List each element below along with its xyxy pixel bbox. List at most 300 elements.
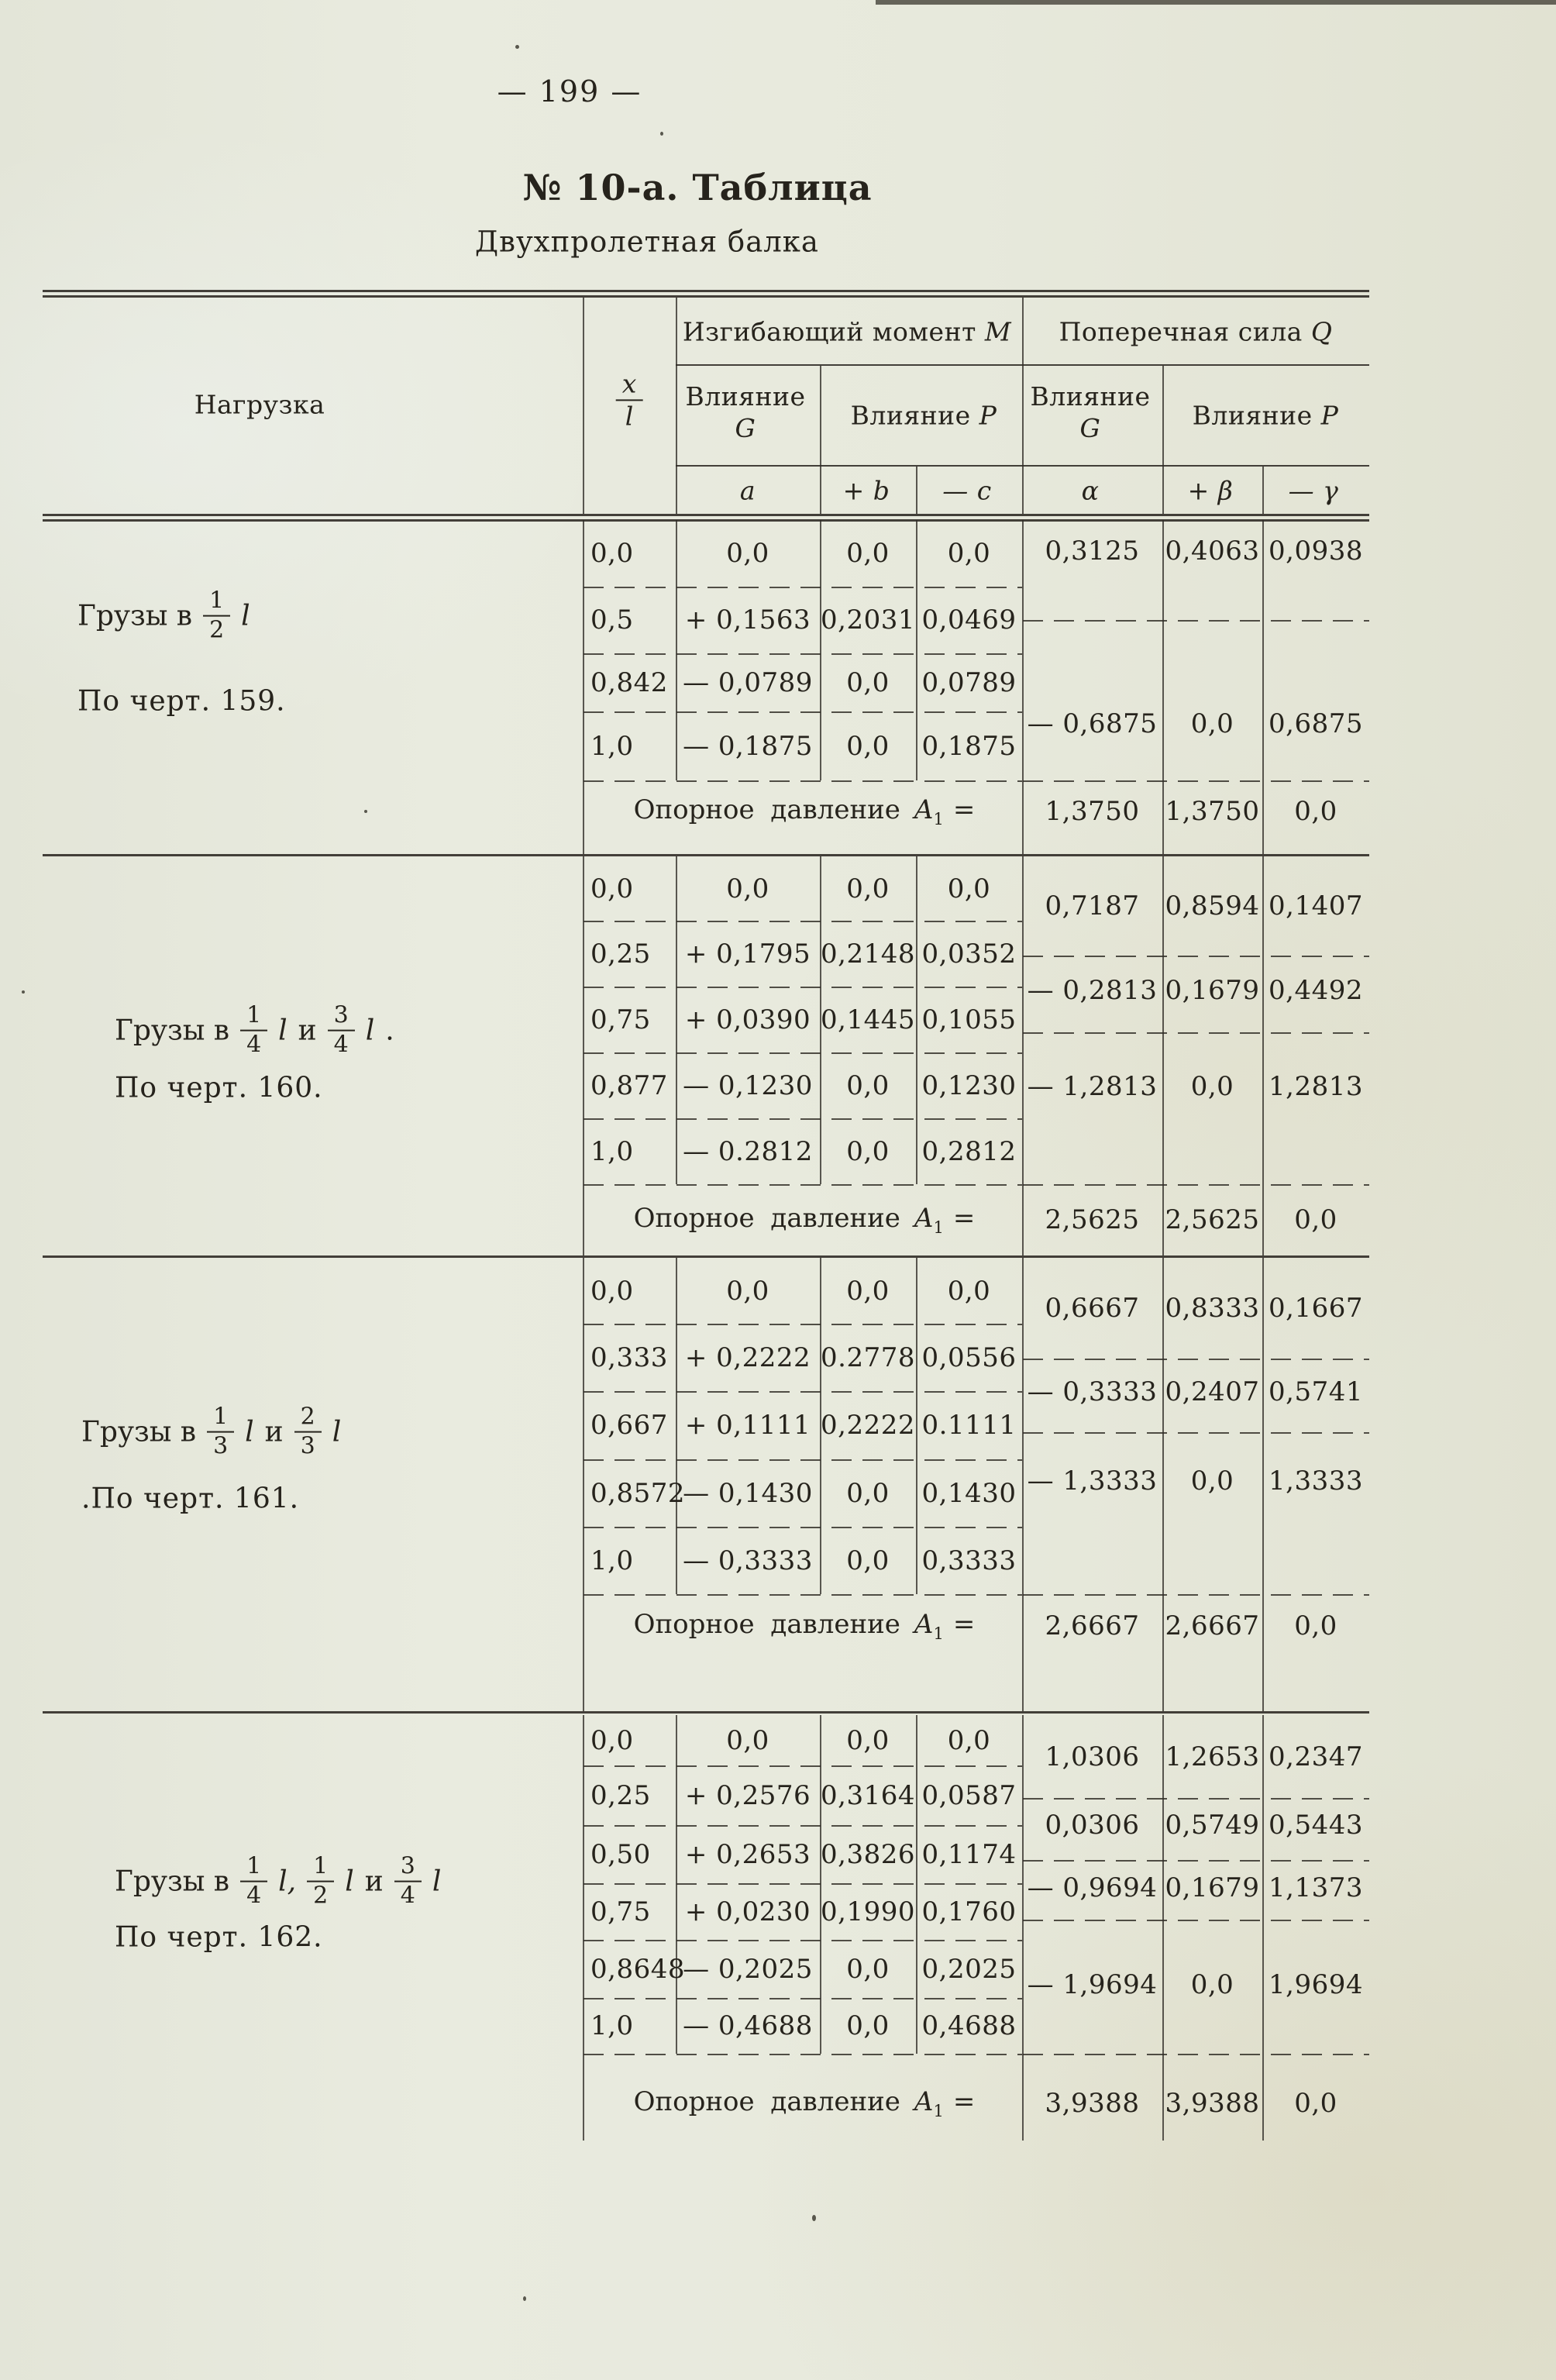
g-symbol: G — [1079, 413, 1101, 443]
cell-moment-plus-b: 0.2778 — [821, 1342, 915, 1373]
load-text: . — [385, 1014, 394, 1047]
variable-l: l — [245, 1416, 254, 1448]
cell-moment-minus-c: 0,1230 — [921, 1069, 1017, 1101]
column-divider — [916, 1258, 917, 1594]
subcolumn-minus-c: — c — [942, 475, 992, 506]
cell-x-over-l: 0,8572 — [590, 1477, 685, 1509]
cell-x-over-l: 0,75 — [590, 1004, 651, 1035]
column-header-influence-p-shear — [1193, 399, 1339, 431]
column-divider — [1262, 856, 1264, 1255]
cell-moment-minus-c: 0,0587 — [921, 1779, 1017, 1811]
shear-force-label: Поперечная сила — [1059, 316, 1303, 347]
load-text: и — [264, 1416, 284, 1448]
row-separator — [584, 1118, 1022, 1120]
load-text: Грузы в — [81, 1416, 197, 1448]
equals-sign: = — [952, 2086, 976, 2118]
cell-support-alpha: 3,9388 — [1045, 2088, 1140, 2119]
row-separator — [584, 1883, 1022, 1885]
x-over-l-denominator: l — [625, 401, 634, 431]
cell-support-plus-beta: 2,5625 — [1165, 1204, 1260, 1235]
cell-shear-minus-gamma: 0,4492 — [1269, 974, 1363, 1006]
cell-support-alpha: 2,6667 — [1045, 1610, 1140, 1641]
support-pressure-text: Опорное давление — [633, 1608, 900, 1640]
fraction-numerator: 1 — [307, 1855, 334, 1882]
cell-support-minus-gamma: 0,0 — [1294, 795, 1337, 827]
cell-moment-plus-b: 0,2031 — [821, 604, 915, 635]
support-pressure-text: Опорное давление — [633, 1203, 900, 1235]
column-divider — [1262, 1715, 1264, 2141]
row-separator — [584, 1459, 1022, 1461]
cell-x-over-l: 0,50 — [590, 1838, 651, 1870]
fraction-denominator: 2 — [209, 617, 225, 644]
cell-shear-alpha: 0,3125 — [1045, 535, 1140, 567]
cell-moment-plus-b: 0,0 — [846, 873, 890, 904]
cell-moment-minus-c: 0,0 — [947, 1275, 991, 1307]
load-description — [115, 1852, 442, 1910]
cell-shear-alpha: — 1,9694 — [1027, 1968, 1158, 2000]
cell-moment-a: + 0,2653 — [684, 1838, 811, 1870]
shear-group-separator — [1023, 620, 1369, 622]
table-rule — [43, 519, 1369, 522]
block-separator-rule — [43, 854, 1369, 856]
fraction — [240, 1001, 267, 1059]
cell-moment-plus-b: 0,0 — [846, 1724, 890, 1756]
cell-moment-minus-c: 0.1111 — [921, 1410, 1017, 1441]
load-text: и — [298, 1014, 317, 1047]
cell-x-over-l: 0,25 — [590, 1779, 651, 1811]
cell-shear-minus-gamma: 0,0938 — [1269, 535, 1363, 567]
figure-reference: .По черт. 161. — [81, 1483, 300, 1515]
equals-sign: = — [952, 1203, 976, 1235]
column-divider — [1162, 520, 1164, 854]
cell-moment-minus-c: 0,0352 — [921, 938, 1017, 970]
fraction — [394, 1852, 422, 1910]
column-header-x-over-l — [616, 370, 643, 429]
shear-group-separator — [1023, 780, 1369, 782]
cell-shear-alpha: — 0,2813 — [1027, 974, 1158, 1006]
cell-shear-plus-beta: 1,2653 — [1165, 1741, 1260, 1772]
cell-support-alpha: 1,3750 — [1045, 795, 1140, 827]
load-text: Грузы в — [115, 1865, 230, 1898]
cell-moment-minus-c: 0,0 — [947, 538, 991, 569]
row-separator — [584, 711, 1022, 713]
cell-moment-minus-c: 0,0469 — [921, 604, 1017, 635]
cell-shear-minus-gamma: 0,5443 — [1269, 1810, 1363, 1841]
support-pressure-label — [634, 1203, 976, 1237]
x-over-l-numerator: x — [616, 370, 643, 401]
cell-moment-minus-c: 0,2025 — [921, 1953, 1017, 1985]
cell-moment-a: — 0,1430 — [683, 1477, 813, 1509]
row-separator — [584, 587, 1022, 588]
ink-speck — [812, 2215, 816, 2221]
fraction-numerator: 1 — [207, 1405, 234, 1433]
cell-support-minus-gamma: 0,0 — [1294, 2088, 1337, 2119]
cell-moment-a: — 0,3333 — [683, 1545, 813, 1576]
column-divider — [676, 856, 677, 1184]
support-reaction-subscript: 1 — [933, 1217, 944, 1237]
cell-shear-minus-gamma: 0,1667 — [1269, 1293, 1363, 1324]
fraction-denominator: 2 — [313, 1882, 329, 1910]
g-symbol: G — [735, 413, 756, 443]
cell-moment-plus-b: 0,3826 — [821, 1838, 915, 1870]
shear-group-separator — [1023, 2054, 1369, 2055]
column-header-influence-p-moment — [851, 399, 997, 431]
influence-label: Влияние — [1192, 400, 1313, 431]
column-divider — [1022, 520, 1024, 854]
cell-x-over-l: 0,25 — [590, 938, 651, 970]
support-pressure-label — [634, 2086, 976, 2120]
fraction-numerator: 2 — [294, 1405, 322, 1433]
fraction-numerator: 3 — [394, 1855, 422, 1882]
row-separator — [584, 1052, 1022, 1054]
row-separator — [584, 921, 1022, 922]
cell-x-over-l: 0,0 — [590, 538, 634, 569]
support-reaction-symbol: A — [914, 1203, 934, 1235]
ink-speck — [515, 45, 519, 49]
column-group-shear-force — [1059, 315, 1333, 347]
column-divider — [1022, 1258, 1024, 1711]
cell-shear-alpha: 1,0306 — [1045, 1741, 1140, 1772]
cell-moment-a: + 0,1795 — [684, 938, 811, 970]
header-column-divider — [1162, 366, 1164, 514]
cell-moment-a: + 0,2576 — [684, 1779, 811, 1811]
row-separator — [584, 1765, 1022, 1767]
table-rule — [43, 295, 1369, 298]
table-rule — [43, 514, 1369, 516]
subcolumn-a: a — [739, 475, 756, 506]
cell-x-over-l: 0,75 — [590, 1896, 651, 1927]
cell-moment-a: 0,0 — [726, 1275, 769, 1307]
figure-reference: По черт. 159. — [77, 685, 286, 718]
support-reaction-subscript: 1 — [933, 2100, 944, 2120]
bending-moment-label: Изгибающий момент — [682, 316, 976, 347]
load-description — [77, 589, 250, 644]
row-separator — [584, 1324, 1022, 1325]
support-pressure-text: Опорное давление — [633, 794, 900, 825]
cell-shear-plus-beta: 0,1679 — [1165, 1872, 1260, 1903]
fraction-denominator: 3 — [300, 1433, 315, 1460]
cell-moment-plus-b: 0,3164 — [821, 1779, 915, 1811]
support-reaction-symbol: A — [914, 1608, 934, 1640]
shear-group-separator — [1023, 956, 1369, 957]
header-column-divider — [1262, 467, 1264, 514]
cell-shear-alpha: — 0,3333 — [1027, 1376, 1158, 1407]
cell-moment-plus-b: 0,1445 — [821, 1004, 915, 1035]
variable-l: l — [365, 1014, 375, 1047]
column-divider — [1262, 1258, 1264, 1711]
load-description — [81, 1405, 341, 1460]
column-header-influence-g-moment — [685, 381, 805, 445]
ink-speck — [660, 132, 663, 136]
cell-moment-minus-c: 0,1174 — [921, 1838, 1017, 1870]
cell-x-over-l: 0,0 — [590, 873, 634, 904]
column-divider — [916, 856, 917, 1184]
subcolumn-minus-gamma: — γ — [1288, 475, 1339, 506]
row-separator — [584, 1184, 1022, 1186]
cell-moment-a: + 0,0230 — [684, 1896, 811, 1927]
cell-shear-alpha: 0,7187 — [1045, 890, 1140, 921]
fraction-denominator: 4 — [246, 1882, 262, 1910]
cell-moment-a: + 0,2222 — [684, 1342, 811, 1373]
cell-moment-a: — 0,2025 — [683, 1953, 813, 1985]
cell-moment-minus-c: 0,1760 — [921, 1896, 1017, 1927]
cell-shear-plus-beta: 0,0 — [1190, 1465, 1234, 1497]
cell-x-over-l: 0,0 — [590, 1724, 634, 1756]
cell-moment-plus-b: 0,0 — [846, 1545, 890, 1576]
cell-x-over-l: 1,0 — [590, 2010, 634, 2041]
ink-speck — [364, 810, 367, 813]
column-divider — [583, 1258, 584, 1711]
cell-support-plus-beta: 1,3750 — [1165, 795, 1260, 827]
fraction — [240, 1852, 267, 1910]
load-text: Грузы в — [77, 600, 193, 632]
cell-moment-minus-c: 0,0789 — [921, 666, 1017, 698]
cell-moment-plus-b: 0,0 — [846, 666, 890, 698]
fraction-numerator: 3 — [328, 1004, 355, 1032]
header-column-divider — [916, 467, 917, 514]
cell-x-over-l: 0,8648 — [590, 1953, 685, 1985]
column-divider — [583, 1715, 584, 2141]
cell-moment-a: + 0,1563 — [684, 604, 811, 635]
cell-moment-minus-c: 0,4688 — [921, 2010, 1017, 2041]
cell-moment-minus-c: 0,0 — [947, 1724, 991, 1756]
cell-moment-plus-b: 0,0 — [846, 1953, 890, 1985]
cell-moment-plus-b: 0,0 — [846, 1477, 890, 1509]
influence-label: Влияние — [850, 400, 971, 431]
cell-shear-minus-gamma: 1,2813 — [1269, 1071, 1363, 1102]
cell-support-minus-gamma: 0,0 — [1294, 1610, 1337, 1641]
cell-moment-minus-c: 0,1430 — [921, 1477, 1017, 1509]
variable-l: l — [432, 1865, 442, 1898]
cell-moment-a: + 0,0390 — [684, 1004, 811, 1035]
cell-support-plus-beta: 2,6667 — [1165, 1610, 1260, 1641]
variable-l: l — [345, 1865, 354, 1898]
row-separator — [584, 1594, 1022, 1596]
fraction-denominator: 3 — [213, 1433, 229, 1460]
column-divider — [820, 520, 821, 780]
fraction — [294, 1405, 322, 1460]
cell-x-over-l: 0,0 — [590, 1275, 634, 1307]
cell-shear-plus-beta: 0,8333 — [1165, 1293, 1260, 1324]
cell-moment-a: 0,0 — [726, 873, 769, 904]
cell-moment-plus-b: 0,0 — [846, 1275, 890, 1307]
cell-moment-plus-b: 0,0 — [846, 1135, 890, 1167]
row-separator — [584, 987, 1022, 988]
cell-moment-a: — 0,4688 — [683, 2010, 813, 2041]
influence-label: Влияние — [685, 381, 806, 412]
cell-moment-a: 0,0 — [726, 538, 769, 569]
column-divider — [1162, 856, 1164, 1255]
cell-x-over-l: 0,5 — [590, 604, 634, 635]
cell-shear-minus-gamma: 0,2347 — [1269, 1741, 1363, 1772]
column-divider — [1022, 856, 1024, 1255]
column-divider — [583, 520, 584, 854]
fraction — [307, 1852, 334, 1910]
variable-l: l — [241, 600, 250, 632]
header-column-divider — [676, 298, 677, 514]
figure-reference: По черт. 162. — [115, 1921, 323, 1954]
figure-reference: По черт. 160. — [115, 1072, 323, 1104]
header-column-divider — [1022, 298, 1024, 514]
fraction-numerator: 1 — [240, 1004, 267, 1032]
cell-shear-plus-beta: 0,0 — [1190, 1968, 1234, 2000]
cell-shear-minus-gamma: 0,6875 — [1269, 708, 1363, 739]
cell-shear-minus-gamma: 0,1407 — [1269, 890, 1363, 921]
cell-x-over-l: 0,333 — [590, 1342, 668, 1373]
block-separator-rule — [43, 1711, 1369, 1714]
fraction-denominator: 4 — [400, 1882, 415, 1910]
cell-moment-plus-b: 0,0 — [846, 538, 890, 569]
cell-shear-alpha: — 0,6875 — [1027, 708, 1158, 739]
fraction — [203, 589, 230, 644]
column-divider — [676, 520, 677, 780]
row-separator — [584, 780, 1022, 782]
fraction-numerator: 1 — [240, 1855, 267, 1882]
cell-x-over-l: 1,0 — [590, 1545, 634, 1576]
p-symbol: P — [1320, 400, 1339, 431]
cell-moment-plus-b: 0,0 — [846, 2010, 890, 2041]
cell-moment-minus-c: 0,0 — [947, 873, 991, 904]
shear-group-separator — [1023, 1798, 1369, 1800]
cell-moment-minus-c: 0,1055 — [921, 1004, 1017, 1035]
ink-speck — [22, 990, 25, 994]
variable-l: l — [278, 1014, 287, 1047]
column-group-bending-moment — [683, 315, 1011, 347]
cell-moment-plus-b: 0,1990 — [821, 1896, 915, 1927]
cell-shear-alpha: 0,0306 — [1045, 1810, 1140, 1841]
column-divider — [1162, 1258, 1164, 1711]
cell-shear-minus-gamma: 1,3333 — [1269, 1465, 1363, 1497]
p-symbol: P — [979, 400, 997, 431]
page-subtitle: Двухпролетная балка — [475, 225, 819, 259]
support-pressure-label — [634, 1609, 976, 1643]
cell-moment-plus-b: 0,2222 — [821, 1410, 915, 1441]
fraction-denominator: 4 — [333, 1032, 349, 1059]
load-description — [115, 1001, 394, 1059]
column-divider — [583, 856, 584, 1255]
support-pressure-label — [634, 794, 976, 828]
bending-moment-symbol: M — [984, 316, 1012, 347]
shear-group-separator — [1023, 1359, 1369, 1360]
column-divider — [916, 520, 917, 780]
cell-moment-a: — 0,1875 — [683, 730, 813, 762]
cell-shear-plus-beta: 0,8594 — [1165, 890, 1260, 921]
ink-speck — [523, 2296, 526, 2301]
equals-sign: = — [952, 1608, 976, 1640]
support-reaction-symbol: A — [914, 2086, 934, 2118]
shear-group-separator — [1023, 1920, 1369, 1921]
cell-moment-a: + 0,1111 — [684, 1410, 811, 1441]
row-separator — [584, 2054, 1022, 2055]
cell-x-over-l: 1,0 — [590, 1135, 634, 1167]
row-separator — [584, 653, 1022, 655]
fraction — [328, 1001, 355, 1059]
fraction-denominator: 4 — [246, 1032, 262, 1059]
variable-l: l — [332, 1416, 342, 1448]
header-column-divider — [820, 366, 821, 514]
shear-group-separator — [1023, 1860, 1369, 1862]
cell-shear-minus-gamma: 1,1373 — [1269, 1872, 1363, 1903]
fraction — [207, 1405, 234, 1460]
cell-shear-plus-beta: 0,0 — [1190, 1071, 1234, 1102]
subcolumn-alpha: α — [1081, 475, 1100, 506]
cell-x-over-l: 0,667 — [590, 1410, 668, 1441]
cell-x-over-l: 0,877 — [590, 1069, 668, 1101]
cell-moment-a: — 0,1230 — [683, 1069, 813, 1101]
subcolumn-plus-beta: + β — [1187, 475, 1234, 506]
cell-shear-minus-gamma: 0,5741 — [1269, 1376, 1363, 1407]
cell-moment-a: — 0.2812 — [683, 1135, 813, 1167]
column-header-load: Нагрузка — [194, 389, 325, 420]
cell-support-alpha: 2,5625 — [1045, 1204, 1140, 1235]
column-divider — [1262, 520, 1264, 854]
shear-group-separator — [1023, 1594, 1369, 1596]
page-number: — 199 — — [497, 74, 642, 108]
cell-moment-minus-c: 0,0556 — [921, 1342, 1017, 1373]
cell-shear-plus-beta: 0,5749 — [1165, 1810, 1260, 1841]
cell-shear-alpha: — 1,2813 — [1027, 1071, 1158, 1102]
header-column-divider — [583, 298, 584, 514]
row-separator — [584, 1998, 1022, 1999]
column-divider — [676, 1258, 677, 1594]
cell-moment-minus-c: 0,2812 — [921, 1135, 1017, 1167]
row-separator — [584, 1825, 1022, 1827]
cell-shear-plus-beta: 0,0 — [1190, 708, 1234, 739]
cell-shear-alpha: 0,6667 — [1045, 1293, 1140, 1324]
shear-group-separator — [1023, 1184, 1369, 1186]
block-separator-rule — [43, 1255, 1369, 1258]
shear-group-separator — [1023, 1432, 1369, 1434]
shear-group-separator — [1023, 1032, 1369, 1034]
support-reaction-subscript: 1 — [933, 808, 944, 828]
cell-moment-a: — 0,0789 — [683, 666, 813, 698]
cell-moment-minus-c: 0,3333 — [921, 1545, 1017, 1576]
variable-l: l, — [278, 1865, 297, 1898]
support-reaction-subscript: 1 — [933, 1623, 944, 1643]
load-text: Грузы в — [115, 1014, 230, 1047]
column-divider — [1162, 1715, 1164, 2141]
cell-shear-plus-beta: 0,2407 — [1165, 1376, 1260, 1407]
shear-force-symbol: Q — [1310, 316, 1333, 347]
cell-moment-plus-b: 0,0 — [846, 730, 890, 762]
subcolumn-plus-b: + b — [842, 475, 890, 506]
cell-x-over-l: 1,0 — [590, 730, 634, 762]
equals-sign: = — [952, 794, 976, 825]
cell-x-over-l: 0,842 — [590, 666, 668, 698]
cell-support-plus-beta: 3,9388 — [1165, 2088, 1260, 2119]
row-separator — [584, 1527, 1022, 1528]
cell-moment-minus-c: 0,1875 — [921, 730, 1017, 762]
cell-shear-plus-beta: 0,1679 — [1165, 974, 1260, 1006]
cell-shear-alpha: — 0,9694 — [1027, 1872, 1158, 1903]
cell-moment-a: 0,0 — [726, 1724, 769, 1756]
support-reaction-symbol: A — [914, 794, 934, 825]
influence-label: Влияние — [1030, 381, 1151, 412]
fraction-numerator: 1 — [203, 589, 230, 617]
cell-support-minus-gamma: 0,0 — [1294, 1204, 1337, 1235]
cell-moment-plus-b: 0,0 — [846, 1069, 890, 1101]
cell-moment-plus-b: 0,2148 — [821, 938, 915, 970]
page-title: № 10-а. Таблица — [522, 167, 873, 208]
column-divider — [1022, 1715, 1024, 2141]
column-header-influence-g-shear — [1030, 381, 1150, 445]
cell-shear-minus-gamma: 1,9694 — [1269, 1968, 1363, 2000]
cell-shear-plus-beta: 0,4063 — [1165, 535, 1260, 567]
row-separator — [584, 1940, 1022, 1941]
table-rule — [43, 290, 1369, 292]
cell-shear-alpha: — 1,3333 — [1027, 1465, 1158, 1497]
load-text: и — [364, 1865, 384, 1898]
